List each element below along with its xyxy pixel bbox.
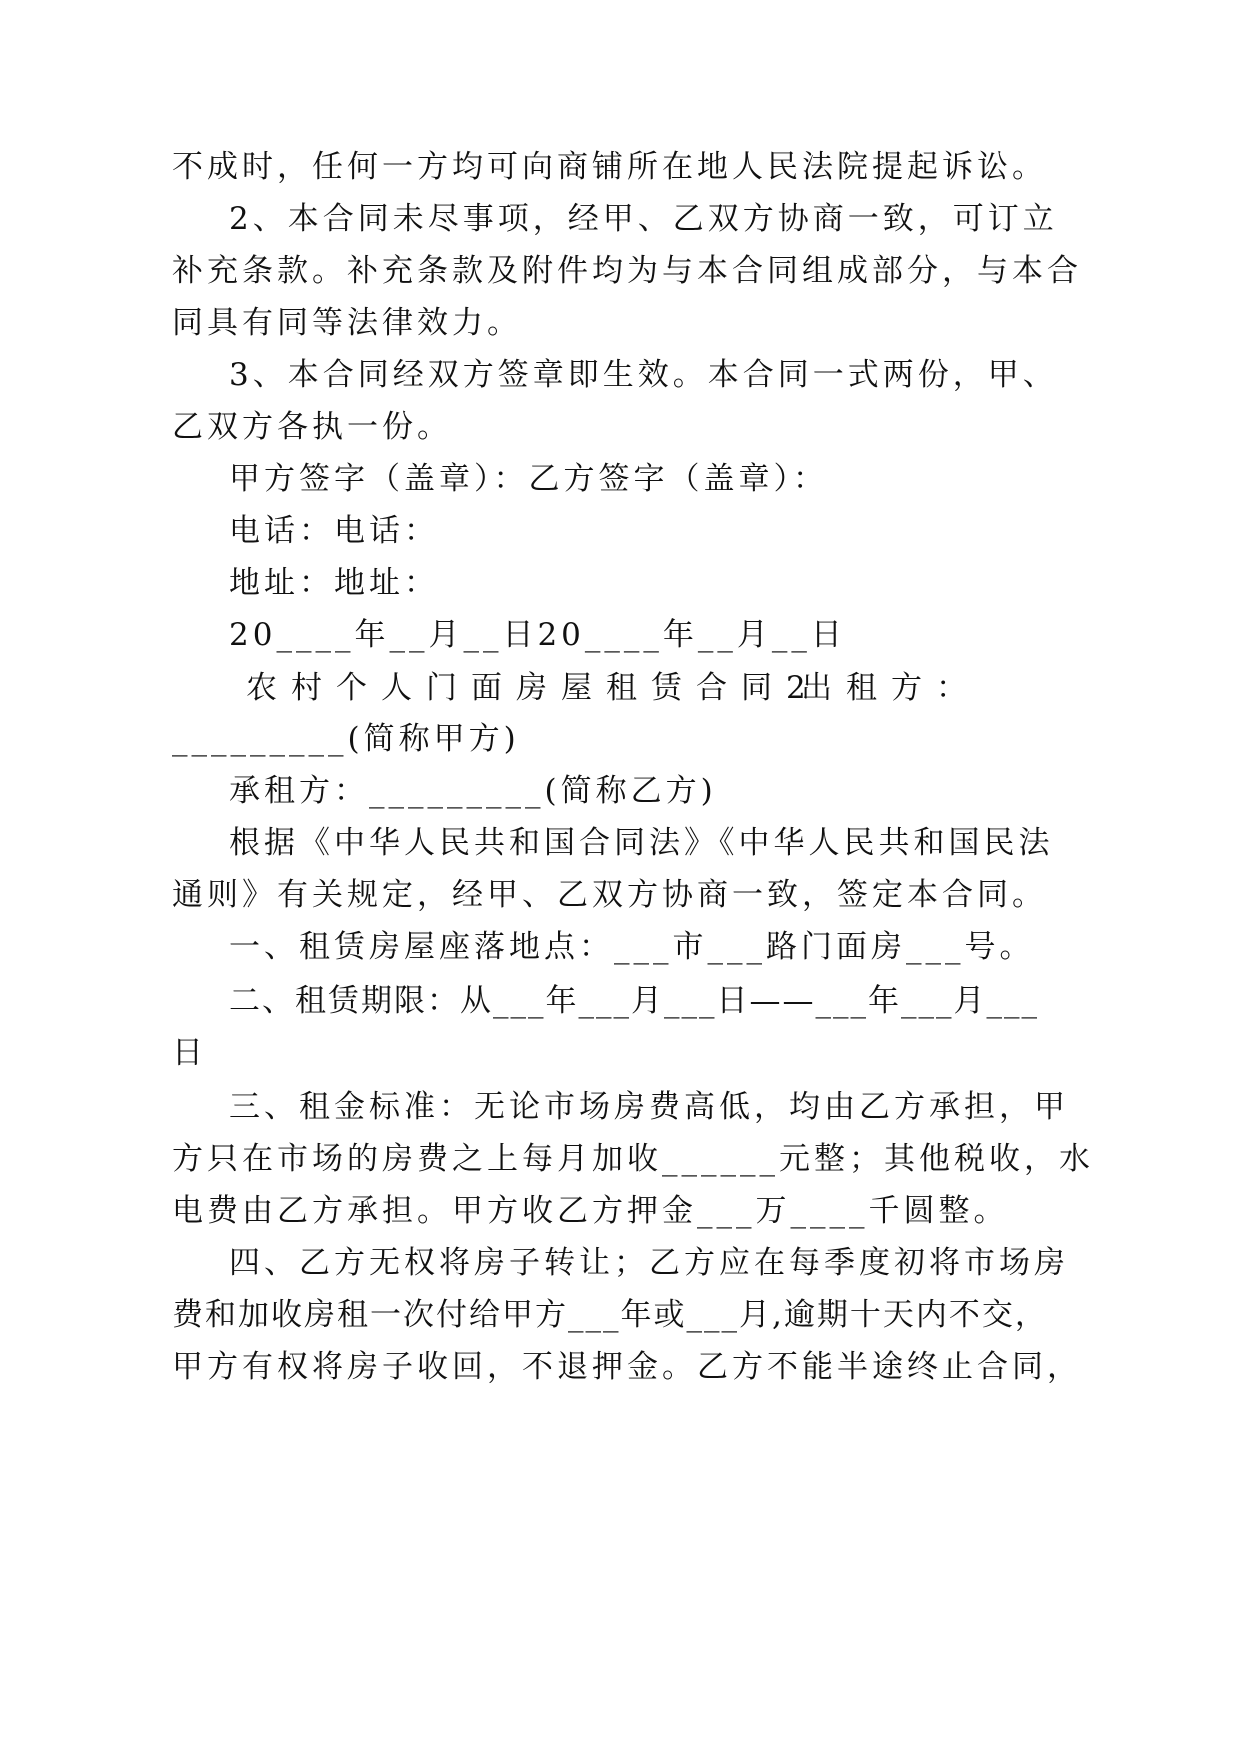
paragraph-line (0, 345, 1241, 405)
clause-3-rent: 三、租金标准：无论市场房费高低，均由乙方承担，甲 (229, 1089, 1069, 1125)
address-line (0, 553, 1241, 613)
paragraph-line (0, 1337, 1241, 1397)
date-fields: 20____年__月__日20____年__月__日 (229, 617, 846, 653)
paragraph-line (0, 1233, 1241, 1293)
paragraph-line (0, 1181, 1241, 1241)
lessee-line: 承租方：_________(简称乙方) (229, 773, 717, 809)
clause-3-rent-cont-2: 电费由乙方承担。甲方收乙方押金___万____千圆整。 (172, 1193, 1009, 1229)
paragraph-line (0, 813, 1241, 873)
clause-2-term-cont: 日 (172, 1035, 207, 1071)
paragraph-line (0, 1077, 1241, 1137)
paragraph-line (0, 293, 1241, 353)
address-labels: 地址：地址： (229, 565, 439, 601)
text-line-basis-cont: 通则》有关规定，经甲、乙双方协商一致，签定本合同。 (172, 877, 1047, 913)
clause-2-term: 二、租赁期限：从___年___月___日——___年___月___ (229, 983, 1039, 1019)
phone-line (0, 501, 1241, 561)
signature-line (0, 449, 1241, 509)
paragraph-line (0, 397, 1241, 457)
paragraph-line (0, 241, 1241, 301)
date-line (0, 605, 1241, 665)
paragraph-line (0, 865, 1241, 925)
text-line-5: 3、本合同经双方签章即生效。本合同一式两份，甲、 (229, 357, 1058, 393)
paragraph-line (0, 1023, 1241, 1083)
clause-1-location: 一、租赁房屋座落地点：___市___路门面房___号。 (229, 929, 1035, 965)
paragraph-line (0, 709, 1241, 769)
text-line-basis: 根据《中华人民共和国合同法》《中华人民共和国民法 (229, 825, 1054, 861)
clause-4-transfer: 四、乙方无权将房子转让；乙方应在每季度初将市场房 (229, 1245, 1069, 1281)
phone-labels: 电话：电话： (229, 513, 439, 549)
paragraph-line (0, 761, 1241, 821)
paragraph-line (0, 1285, 1241, 1345)
lessor-label: 出租方： (801, 670, 981, 706)
text-line-6: 乙双方各执一份。 (172, 409, 452, 445)
clause-4-transfer-cont-1: 费和加收房租一次付给甲方___年或___月,逾期十天内不交， (172, 1297, 1048, 1333)
paragraph-line (0, 917, 1241, 977)
paragraph-line (0, 189, 1241, 249)
text-line-4: 同具有同等法律效力。 (172, 305, 522, 341)
paragraph-line (0, 1129, 1241, 1189)
signature-labels: 甲方签字（盖章）：乙方签字（盖章）： (229, 461, 828, 497)
paragraph-line (0, 137, 1241, 197)
text-line-1: 不成时，任何一方均可向商铺所在地人民法院提起诉讼。 (172, 149, 1047, 185)
text-line-3: 补充条款。补充条款及附件均为与本合同组成部分，与本合 (172, 253, 1082, 289)
clause-4-transfer-cont-2: 甲方有权将房子收回，不退押金。乙方不能半途终止合同， (172, 1349, 1082, 1385)
lessor-blank: _________(简称甲方) (172, 721, 520, 757)
paragraph-line (0, 971, 1241, 1031)
contract-title: 农村个人门面房屋租赁合同2 (246, 670, 820, 706)
text-line-2: 2、本合同未尽事项，经甲、乙双方协商一致，可订立 (229, 201, 1058, 237)
clause-3-rent-cont-1: 方只在市场的房费之上每月加收______元整；其他税收，水 (172, 1141, 1094, 1177)
